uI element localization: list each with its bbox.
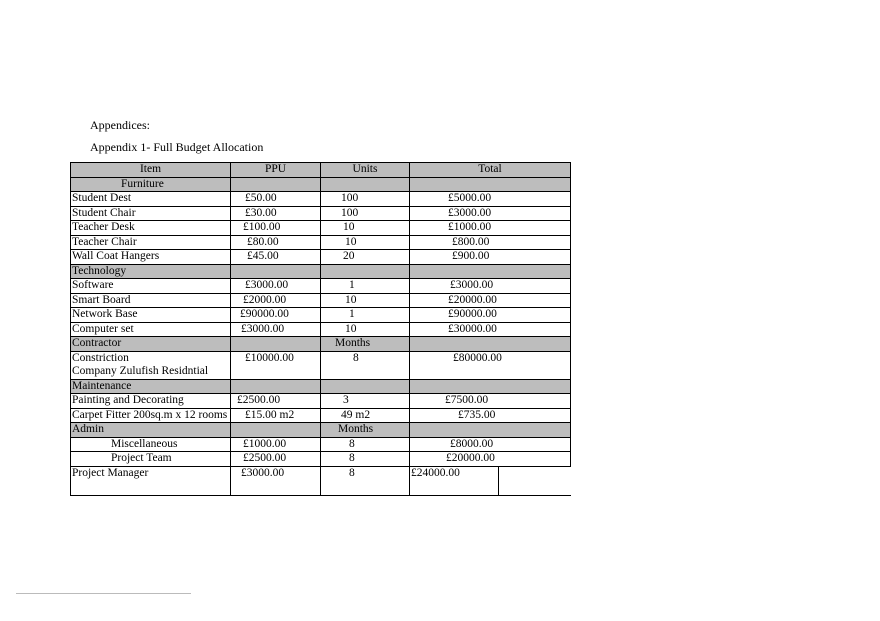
table-row xyxy=(71,293,571,308)
total-cell: £8000.00 xyxy=(410,437,571,452)
units-cell: 100 xyxy=(321,206,410,221)
units-cell: 8 xyxy=(321,437,410,452)
table-row xyxy=(71,221,571,236)
section-row-contractor xyxy=(71,337,571,352)
units-cell: 10 xyxy=(321,293,410,308)
item-cell: Carpet Fitter 200sq.m x 12 rooms xyxy=(71,408,231,423)
total-cell: £735.00 xyxy=(410,408,571,423)
table-row xyxy=(71,235,571,250)
total-cell: £20000.00 xyxy=(410,293,571,308)
item-line: Constriction xyxy=(72,351,129,364)
item-cell: Computer set xyxy=(71,322,231,337)
ppu-cell: £2500.00 xyxy=(231,394,321,409)
table-header-row xyxy=(71,163,571,178)
table-row xyxy=(71,437,571,452)
units-cell: 20 xyxy=(321,250,410,265)
table-row xyxy=(71,408,571,423)
units-cell: 8 xyxy=(321,466,410,495)
total-cell: £7500.00 xyxy=(410,394,571,409)
item-cell: Project Team xyxy=(71,452,231,467)
item-cell: Student Chair xyxy=(71,206,231,221)
table-row xyxy=(71,192,571,207)
header-units: Units xyxy=(321,163,410,178)
total-cell: £30000.00 xyxy=(410,322,571,337)
total-cell: £3000.00 xyxy=(410,279,571,294)
section-row-maintenance xyxy=(71,379,571,394)
total-value: £24000.00 xyxy=(410,467,499,495)
ppu-cell: £50.00 xyxy=(231,192,321,207)
units-cell: 10 xyxy=(321,322,410,337)
ppu-cell: £80.00 xyxy=(231,235,321,250)
item-cell: Miscellaneous xyxy=(71,437,231,452)
appendices-heading: Appendices: xyxy=(90,118,150,132)
units-cell: 1 xyxy=(321,279,410,294)
ppu-cell: £45.00 xyxy=(231,250,321,265)
units-cell: 49 m2 xyxy=(321,408,410,423)
ppu-cell: £3000.00 xyxy=(231,322,321,337)
table-row xyxy=(71,452,571,467)
ppu-cell: £30.00 xyxy=(231,206,321,221)
ppu-cell: £1000.00 xyxy=(231,437,321,452)
table-row xyxy=(71,466,571,495)
item-cell: Student Dest xyxy=(71,192,231,207)
section-title: Contractor xyxy=(71,337,231,352)
ppu-cell: £10000.00 xyxy=(231,351,321,379)
table-row xyxy=(71,308,571,323)
ppu-cell: £90000.00 xyxy=(231,308,321,323)
item-cell: Software xyxy=(71,279,231,294)
units-cell: 100 xyxy=(321,192,410,207)
header-total: Total xyxy=(410,163,571,178)
budget-table xyxy=(70,162,571,496)
section-row-furniture xyxy=(71,177,571,192)
item-cell: Wall Coat Hangers xyxy=(71,250,231,265)
total-cell: £80000.00 xyxy=(410,351,571,379)
item-cell: Teacher Desk xyxy=(71,221,231,236)
table-row xyxy=(71,279,571,294)
header-ppu: PPU xyxy=(231,163,321,178)
item-cell: Teacher Chair xyxy=(71,235,231,250)
header-item: Item xyxy=(71,163,231,178)
total-cell: £900.00 xyxy=(410,250,571,265)
units-cell: 10 xyxy=(321,235,410,250)
total-cell: £3000.00 xyxy=(410,206,571,221)
total-cell xyxy=(410,466,571,495)
months-header: Months xyxy=(321,337,410,352)
ppu-cell: £2500.00 xyxy=(231,452,321,467)
section-title: Furniture xyxy=(71,177,231,192)
item-cell: Project Manager xyxy=(71,466,231,495)
appendix-title: Appendix 1- Full Budget Allocation xyxy=(90,140,264,154)
footnote-separator xyxy=(16,593,191,594)
ppu-cell: £100.00 xyxy=(231,221,321,236)
item-cell: Network Base xyxy=(71,308,231,323)
units-cell: 8 xyxy=(321,452,410,467)
ppu-cell: £3000.00 xyxy=(231,466,321,495)
table-row xyxy=(71,206,571,221)
units-cell: 1 xyxy=(321,308,410,323)
months-header: Months xyxy=(321,423,410,438)
section-title: Maintenance xyxy=(71,379,231,394)
table-row xyxy=(71,394,571,409)
section-title: Admin xyxy=(71,423,231,438)
ppu-cell: £2000.00 xyxy=(231,293,321,308)
total-cell: £800.00 xyxy=(410,235,571,250)
table-row xyxy=(71,322,571,337)
section-row-admin xyxy=(71,423,571,438)
units-cell: 3 xyxy=(321,394,410,409)
units-cell: 10 xyxy=(321,221,410,236)
table-row xyxy=(71,351,571,379)
total-cell: £1000.00 xyxy=(410,221,571,236)
item-cell: Painting and Decorating xyxy=(71,394,231,409)
item-cell: Smart Board xyxy=(71,293,231,308)
total-cell: £90000.00 xyxy=(410,308,571,323)
item-cell xyxy=(71,351,231,379)
total-cell: £20000.00 xyxy=(410,452,571,467)
section-title: Technology xyxy=(71,264,231,279)
units-cell: 8 xyxy=(321,351,410,379)
item-line: Company Zulufish Residntial xyxy=(72,365,209,377)
ppu-cell: £15.00 m2 xyxy=(231,408,321,423)
table-row xyxy=(71,250,571,265)
section-row-technology xyxy=(71,264,571,279)
ppu-cell: £3000.00 xyxy=(231,279,321,294)
total-cell: £5000.00 xyxy=(410,192,571,207)
